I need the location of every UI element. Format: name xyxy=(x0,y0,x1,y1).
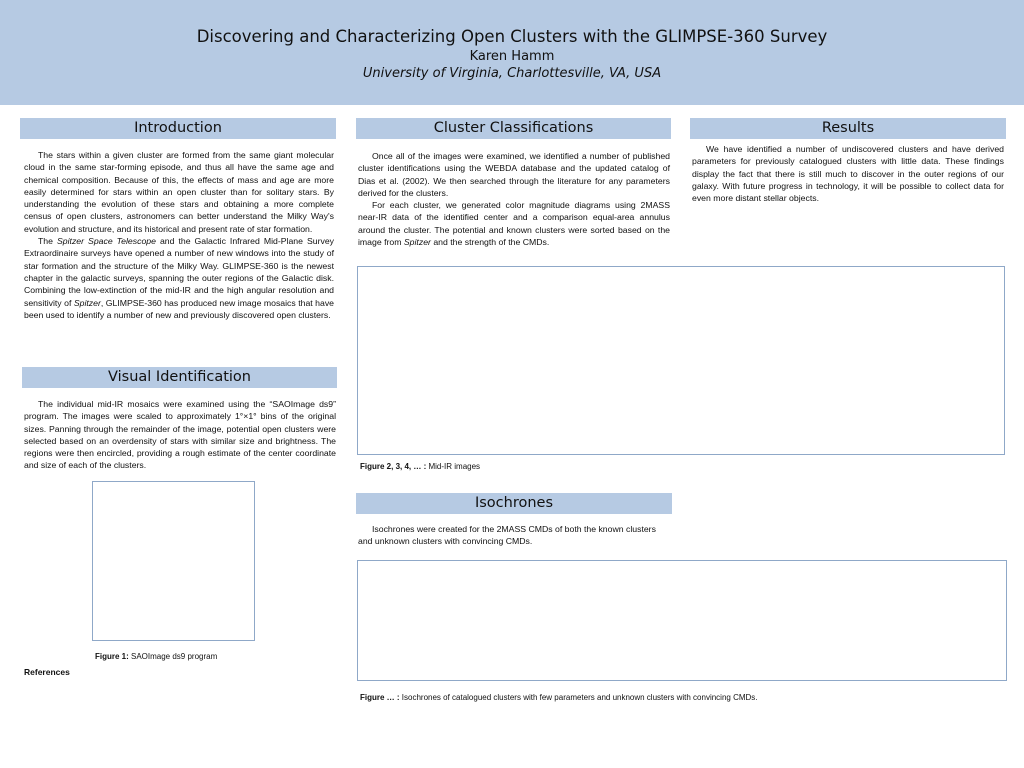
cluster-classifications-text xyxy=(358,150,670,248)
isochrones-text xyxy=(358,523,670,548)
references-label: References xyxy=(24,667,70,677)
isochrones-heading: Isochrones xyxy=(356,493,672,514)
isochrones-figure-caption: Figure … : Isochrones of catalogued clusters with few parameters and unknown clusters with convincing CMDs. xyxy=(360,693,758,702)
isochrones-figure-placeholder xyxy=(357,560,1007,681)
title-banner xyxy=(0,0,1024,105)
figure-1-caption: Figure 1: SAOImage ds9 program xyxy=(95,652,218,661)
cluster-classifications-paragraph-2: For each cluster, we generated color magnitude diagrams using 2MASS near-IR data of the identified center and a comparison equal-area annulus around the cluster. The potential and known clusters were sorted based on the image from Spitzer and the strength of the CMDs. xyxy=(358,200,670,248)
introduction-paragraph-2: The Spitzer Space Telescope and the Galactic Infrared Mid-Plane Survey Extraordinaire surveys have opened a number of new windows into the study of star formation and the structure of the Milky Way. GLIMPSE-360 is the newest chapter in the galactic surveys, spanning the outer regions of the Galactic disk. Combining the low-extinction of the mid-IR and the high angular resolution and sensitivity of Spitzer, GLIMPSE-360 has produced new image mosaics that have been used to identify a number of new and previously discovered open clusters. xyxy=(24,236,334,320)
results-heading: Results xyxy=(690,118,1006,139)
affiliation: University of Virginia, Charlottesville, VA, USA xyxy=(362,66,662,81)
mid-ir-figures-caption: Figure 2, 3, 4, … : Mid-IR images xyxy=(360,462,481,471)
introduction-paragraph-1: The stars within a given cluster are formed from the same giant molecular cloud in the same star-forming episode, and thus all have the same age and chemical composition. Because of this, the effects of mass and age are more easily determined for stars within an open cluster than for solitary stars. By understanding the evolution of these stars and obtaining a more complete census of open clusters, astronomers can better understand the Milky Way's evolution and structure, and its historical and present rate of star formation. xyxy=(24,150,334,234)
results-text xyxy=(692,143,1004,204)
poster-title: Discovering and Characterizing Open Clusters with the GLIMPSE-360 Survey xyxy=(196,27,828,46)
visual-identification-paragraph: The individual mid-IR mosaics were examined using the “SAOImage ds9” program. The images were scaled to approximately 1°×1° bins of the original sizes. Panning through the remainder of the image, potential open clusters were selected based on an overdensity of stars with similar size and brightness. The regions were then encircled, providing a rough estimate of the center coordinate and size of each of the clusters. xyxy=(24,399,336,471)
results-paragraph: We have identified a number of undiscovered clusters and have derived parameters for previously catalogued clusters with little data. These findings display the fact that there is still much to discover in the outer regions of our galaxy. With future progress in technology, it will be possible to collect data for even more distant stellar objects. xyxy=(692,144,1004,204)
figure-1-placeholder xyxy=(92,481,255,641)
introduction-text xyxy=(24,149,334,321)
visual-identification-text xyxy=(24,398,336,472)
mid-ir-figures-placeholder xyxy=(357,266,1005,455)
author-name: Karen Hamm xyxy=(469,49,555,64)
isochrones-paragraph: Isochrones were created for the 2MASS CMDs of both the known clusters and unknown clusters with convincing CMDs. xyxy=(358,524,656,547)
cluster-classifications-heading: Cluster Classifications xyxy=(356,118,671,139)
visual-identification-heading: Visual Identification xyxy=(22,367,337,388)
introduction-heading: Introduction xyxy=(20,118,336,139)
cluster-classifications-paragraph-1: Once all of the images were examined, we identified a number of published cluster identifications using the WEBDA database and the updated catalog of Dias et al. (2002). We then searched through the literature for any parameters derived for the clusters. xyxy=(358,151,670,198)
